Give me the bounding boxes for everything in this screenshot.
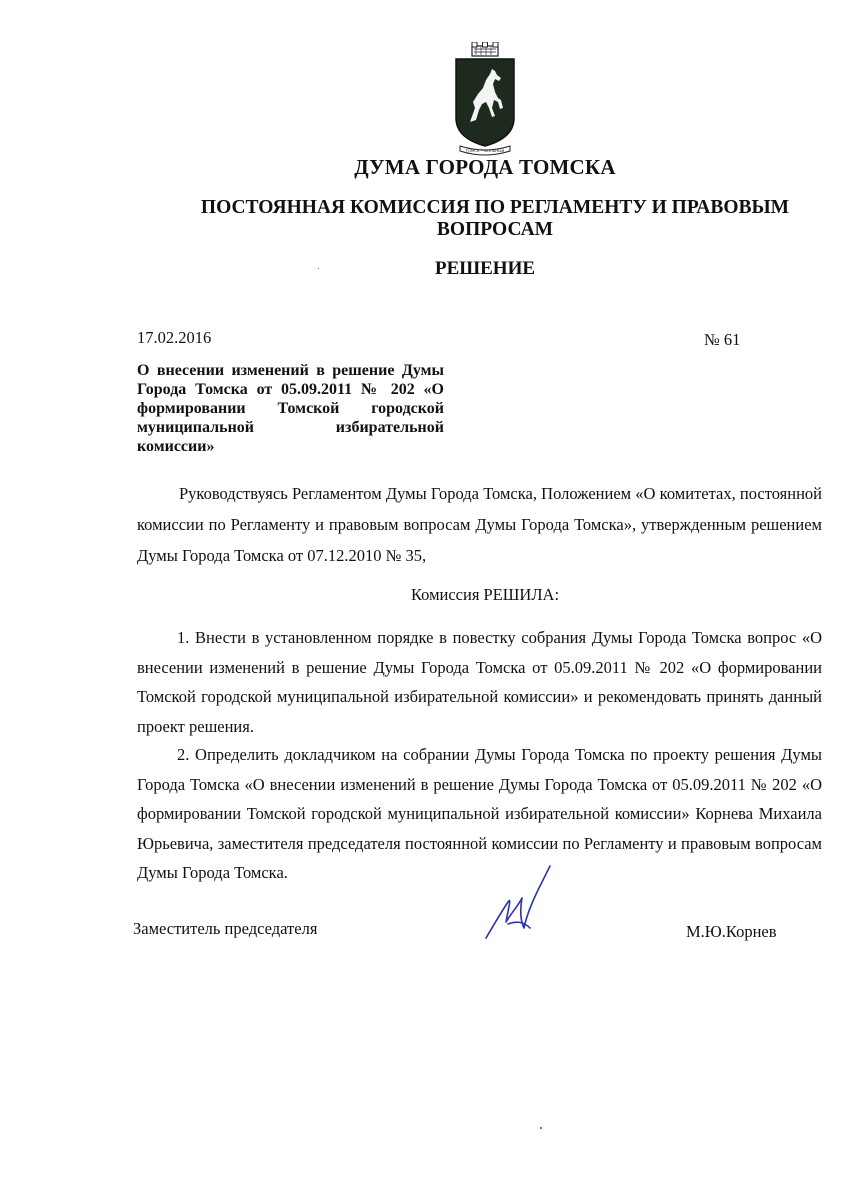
document-subject: О внесении изменений в решение Думы Города Томска от 05.09.2011 № 202 «О формировании Томской городской муниципальной избирательной комиссии»: [137, 362, 444, 455]
preamble-paragraph: Руководствуясь Регламентом Думы Города Томска, Положением «О комитетах, постоянной комиссии по Регламенту и правовым вопросам Думы Города Томска», утвержденным решением Думы Города Томска от 07.12.2010 № 35,: [137, 484, 822, 565]
crest-motto: ТОМСК • ВОЛЬНЫЙ: [465, 148, 505, 153]
decision-item: 2. Определить докладчиком на собрании Думы Города Томска по проекту решения Думы Города Томска «О внесении изменений в решение Думы Города Томска от 05.09.2011 № 202 «О формировании Томской городской муниципальной избирательной комиссии» Корнева Михаила Юрьевича, заместителя председателя постоянной комиссии по Регламенту и правовым вопросам Думы Города Томска.: [137, 745, 822, 882]
commission-title: ПОСТОЯННАЯ КОМИССИЯ ПО РЕГЛАМЕНТУ И ПРАВОВЫМ ВОПРОСАМ: [200, 197, 790, 240]
handwritten-signature-icon: [478, 862, 558, 942]
tomsk-coat-of-arms-icon: [448, 42, 522, 158]
decision-item: 1. Внести в установленном порядке в повестку собрания Думы Города Томска вопрос «О внесении изменений в решение Думы Города Томска от 05.09.2011 № 202 «О формировании Томской городской муниципальной избирательной комиссии» и рекомендовать принять данный проект решения.: [137, 628, 822, 736]
decision-heading: Комиссия РЕШИЛА:: [410, 585, 560, 604]
document-date: 17.02.2016: [137, 328, 212, 347]
signatory-position: Заместитель председателя: [133, 919, 318, 938]
scan-speck: [318, 268, 319, 269]
document-number: № 61: [704, 330, 741, 349]
document-type: РЕШЕНИЕ: [434, 258, 536, 279]
signatory-name: М.Ю.Корнев: [686, 922, 777, 941]
scan-speck: [540, 1127, 542, 1129]
crown: [472, 42, 498, 56]
organization-title: ДУМА ГОРОДА ТОМСКА: [354, 155, 616, 179]
